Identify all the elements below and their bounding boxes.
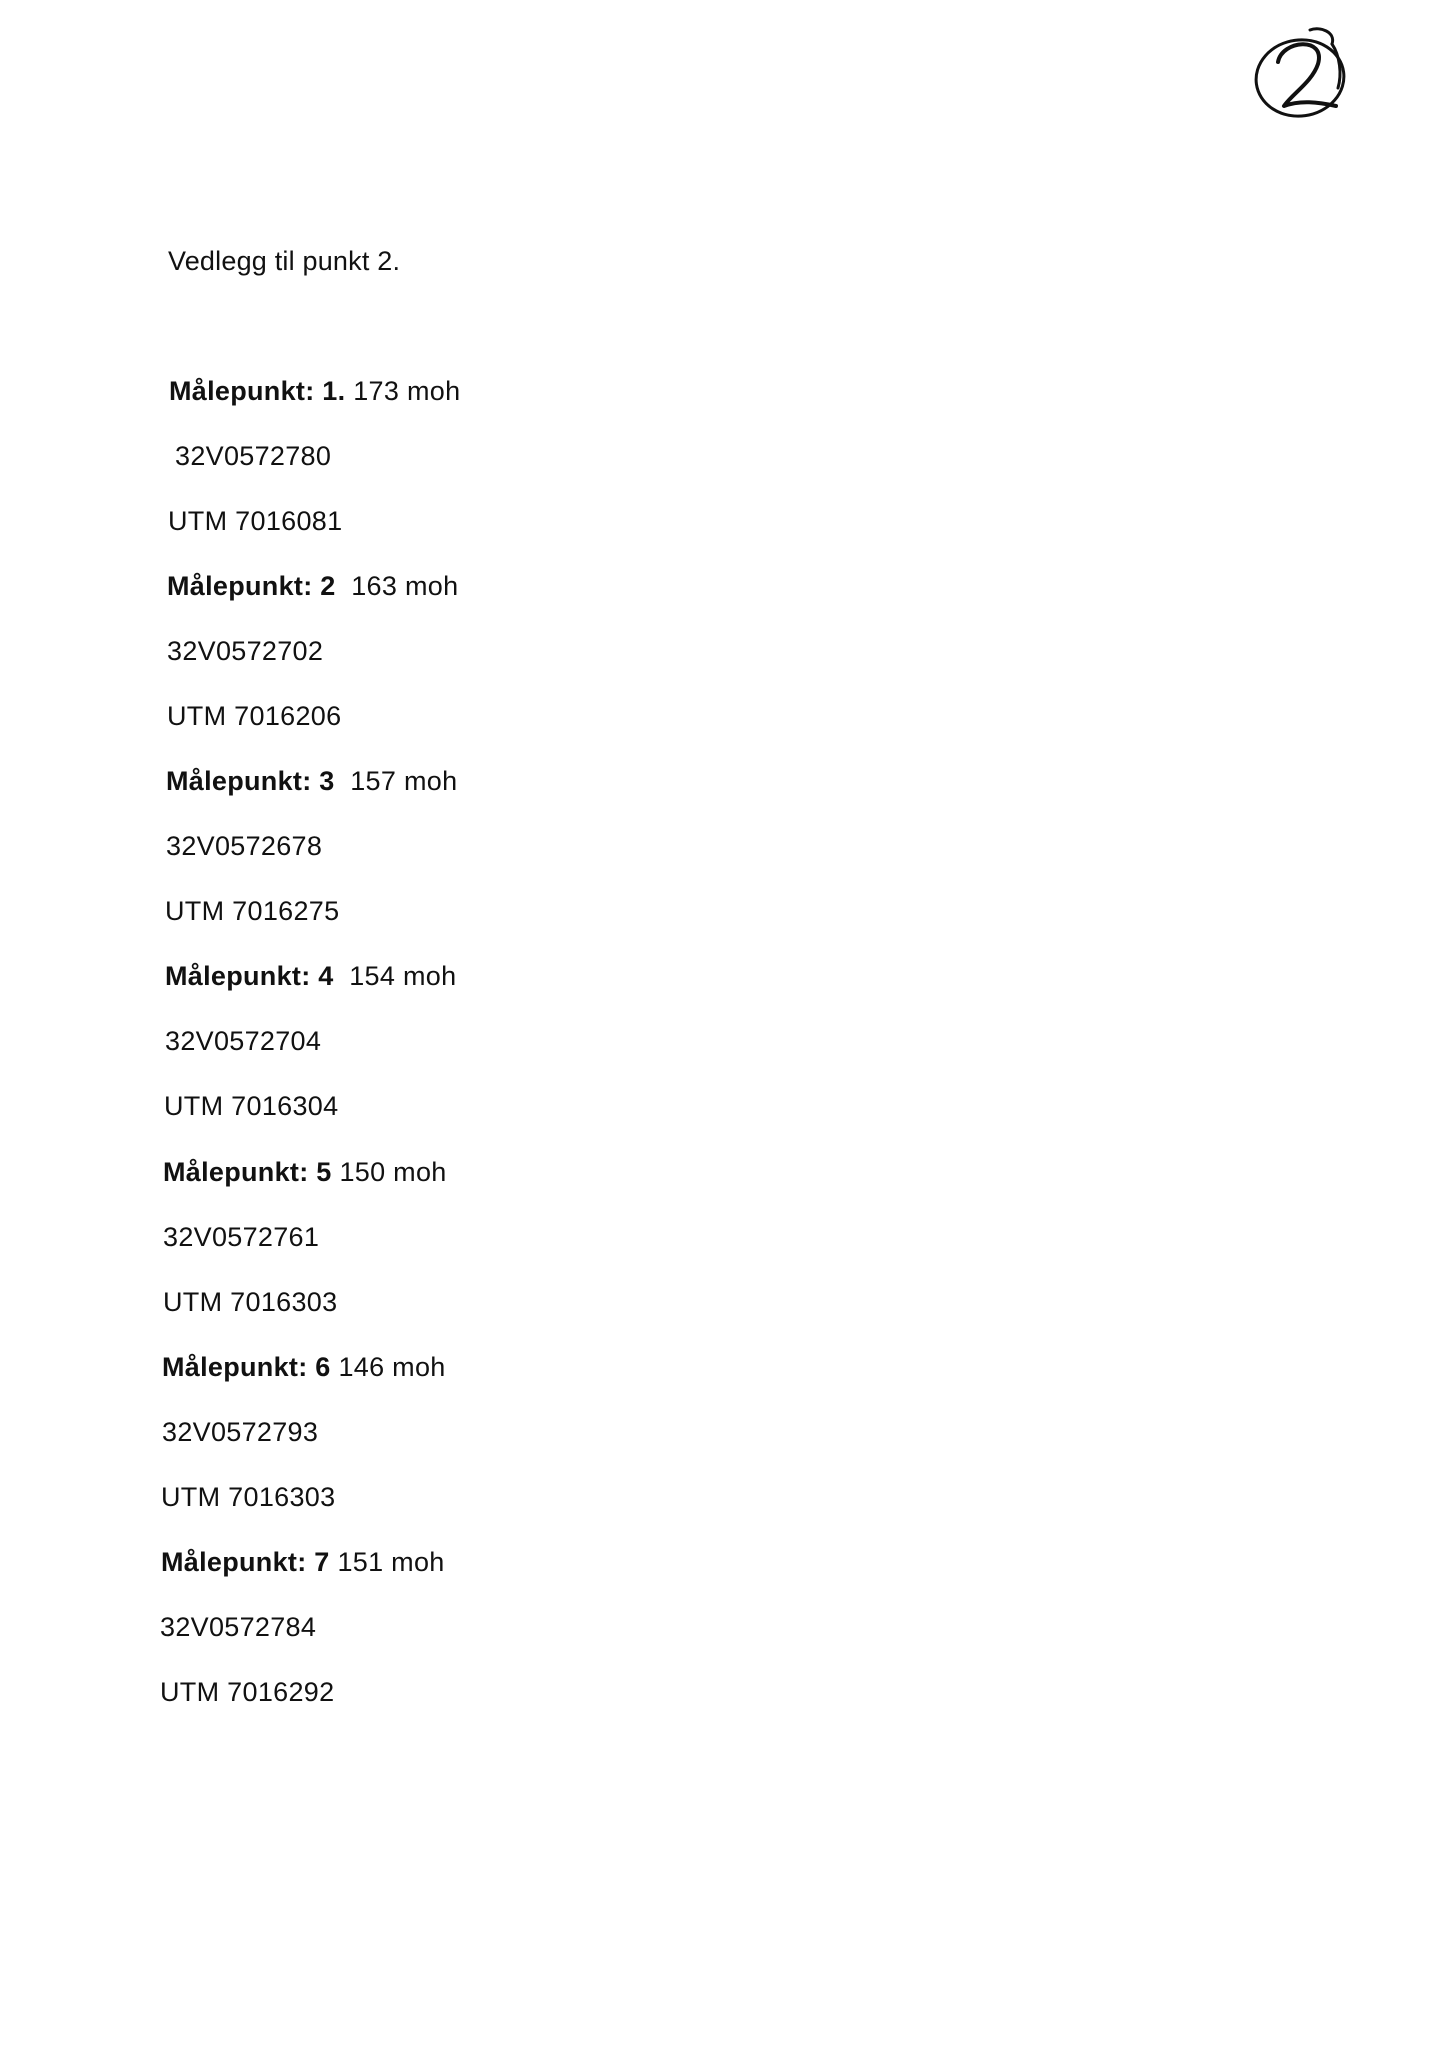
point-6-utm: UTM 7016303 [161,1482,336,1512]
point-1-label: Målepunkt: 1. [169,376,346,406]
point-6-header [162,1352,446,1383]
document-heading: Vedlegg til punkt 2. [168,246,401,276]
point-6-elevation: 146 moh [338,1352,446,1382]
point-3-utm: UTM 7016275 [165,896,340,926]
point-1-utm: UTM 7016081 [168,506,343,536]
point-6-grid: 32V0572793 [162,1417,319,1447]
point-4-label: Målepunkt: 4 [165,961,334,991]
point-7-header [161,1547,445,1578]
point-7-label: Målepunkt: 7 [161,1547,330,1577]
point-4-elevation: 154 moh [349,961,457,991]
point-6-label: Målepunkt: 6 [162,1352,331,1382]
point-3-elevation: 157 moh [350,766,458,796]
point-1-elevation: 173 moh [353,376,461,406]
point-3-grid: 32V0572678 [166,831,323,861]
point-2-utm: UTM 7016206 [167,701,342,731]
point-5-label: Målepunkt: 5 [163,1157,332,1187]
point-3-header [166,766,457,797]
point-1-grid: 32V0572780 [175,441,332,471]
point-2-grid: 32V0572702 [167,636,324,666]
point-2-header [167,571,458,602]
point-3-label: Målepunkt: 3 [166,766,335,796]
point-7-grid: 32V0572784 [160,1612,317,1642]
point-5-header [163,1157,447,1188]
point-2-elevation: 163 moh [351,571,459,601]
point-4-grid: 32V0572704 [165,1026,322,1056]
point-7-elevation: 151 moh [337,1547,445,1577]
point-5-elevation: 150 moh [339,1157,447,1187]
point-1-header [169,376,460,407]
handwritten-page-number-mark [1248,22,1356,124]
point-4-utm: UTM 7016304 [164,1091,339,1121]
point-4-header [165,961,456,992]
point-7-utm: UTM 7016292 [160,1677,335,1707]
point-5-grid: 32V0572761 [163,1222,320,1252]
point-5-utm: UTM 7016303 [163,1287,338,1317]
point-2-label: Målepunkt: 2 [167,571,336,601]
